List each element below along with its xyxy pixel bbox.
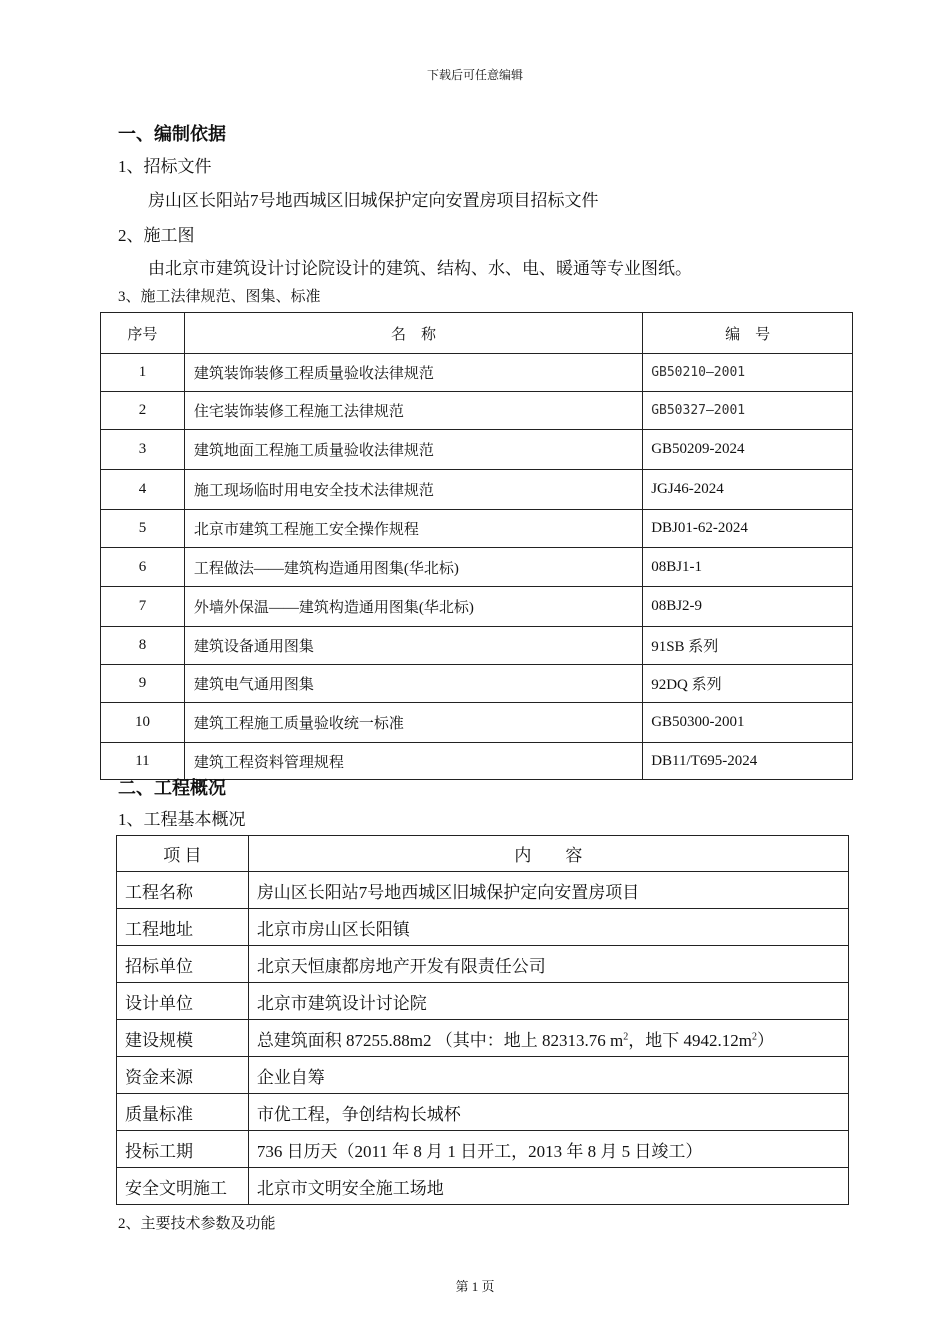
- row-no: 1: [101, 354, 185, 392]
- standards-header-row: [101, 313, 853, 354]
- overview-table: [116, 835, 849, 1205]
- row-no: 11: [101, 743, 185, 780]
- row-no: 5: [101, 510, 185, 548]
- row-name: 北京市建筑工程施工安全操作规程: [184, 510, 642, 548]
- table-row: [101, 470, 853, 510]
- row-content: 北京天恒康都房地产开发有限责任公司: [248, 946, 848, 983]
- table-row: [117, 946, 849, 983]
- table-row: [101, 354, 853, 392]
- table-row: [117, 1020, 849, 1057]
- header-note: 下载后可任意编辑: [426, 68, 523, 82]
- row-no: 3: [101, 430, 185, 470]
- table-row: [117, 1057, 849, 1094]
- row-item: 质量标准: [117, 1094, 249, 1131]
- row-content: 房山区长阳站7号地西城区旧城保护定向安置房项目: [248, 872, 848, 909]
- row-code: GB50209-2024: [643, 430, 853, 470]
- col-header-name: 名 称: [184, 313, 642, 354]
- subsection-overview: 1、工程基本概况: [118, 810, 246, 829]
- row-code: 92DQ 系列: [643, 665, 853, 703]
- subsection-drawings: 2、施工图: [118, 226, 195, 245]
- row-content: 736 日历天（2011 年 8 月 1 日开工，2013 年 8 月 5 日竣工）: [248, 1131, 848, 1168]
- subsection-tender-docs: 1、招标文件: [118, 157, 212, 176]
- row-content: [248, 1020, 848, 1057]
- row-no: 9: [101, 665, 185, 703]
- row-code: 91SB 系列: [643, 627, 853, 665]
- tender-docs-body: 房山区长阳站7号地西城区旧城保护定向安置房项目招标文件: [148, 191, 599, 210]
- subsection-tech-params: 2、主要技术参数及功能: [118, 1216, 276, 1232]
- superscript: 2: [752, 1030, 757, 1042]
- scale-text-a: 总建筑面积 87255.88m2 （其中：地上 82313.76 m: [256, 1030, 624, 1050]
- row-item: 安全文明施工: [117, 1168, 249, 1205]
- superscript: 2: [623, 1030, 629, 1042]
- row-name: 建筑工程施工质量验收统一标准: [184, 703, 642, 743]
- table-row: [117, 983, 849, 1020]
- row-no: 2: [101, 392, 185, 430]
- row-name: 外墙外保温——建筑构造通用图集(华北标): [184, 587, 642, 627]
- row-content: 企业自筹: [248, 1057, 848, 1094]
- row-name: 建筑电气通用图集: [184, 665, 642, 703]
- col-header-code: 编 号: [643, 313, 853, 354]
- table-row: [101, 392, 853, 430]
- row-code: DBJ01-62-2024: [643, 510, 853, 548]
- subsection-standards: 3、施工法律规范、图集、标准: [118, 289, 321, 305]
- row-no: 10: [101, 703, 185, 743]
- page-number: 第 1 页: [455, 1279, 495, 1294]
- row-item: 设计单位: [117, 983, 249, 1020]
- table-row: [117, 1168, 849, 1205]
- row-code: GB50300-2001: [643, 703, 853, 743]
- scale-text-b: ，地下 4942.12m: [628, 1030, 752, 1050]
- table-row: [101, 627, 853, 665]
- table-row: [101, 548, 853, 587]
- section-1-title: 一、编制依据: [118, 124, 226, 144]
- row-content: 北京市建筑设计讨论院: [248, 983, 848, 1020]
- standards-table: [100, 312, 853, 780]
- section-2-title: 二、工程概况: [118, 778, 226, 798]
- row-no: 8: [101, 627, 185, 665]
- table-row: [101, 510, 853, 548]
- row-no: 7: [101, 587, 185, 627]
- overview-header-row: [117, 836, 849, 872]
- row-item: 建设规模: [117, 1020, 249, 1057]
- row-item: 工程地址: [117, 909, 249, 946]
- row-name: 建筑设备通用图集: [184, 627, 642, 665]
- row-content: 北京市房山区长阳镇: [248, 909, 848, 946]
- row-name: 工程做法——建筑构造通用图集(华北标): [184, 548, 642, 587]
- row-code: GB50327—2001: [643, 392, 853, 430]
- row-name: 住宅装饰装修工程施工法律规范: [184, 392, 642, 430]
- row-item: 工程名称: [117, 872, 249, 909]
- row-item: 资金来源: [117, 1057, 249, 1094]
- col-header-item: 项 目: [117, 836, 249, 872]
- table-row: [117, 1094, 849, 1131]
- table-row: [117, 909, 849, 946]
- table-row: [101, 703, 853, 743]
- row-no: 6: [101, 548, 185, 587]
- row-code: GB50210—2001: [643, 354, 853, 392]
- row-name: 建筑地面工程施工质量验收法律规范: [184, 430, 642, 470]
- row-content: 北京市文明安全施工场地: [248, 1168, 848, 1205]
- row-code: DB11/T695-2024: [643, 743, 853, 780]
- row-item: 招标单位: [117, 946, 249, 983]
- row-name: 建筑工程资料管理规程: [184, 743, 642, 780]
- table-row: [117, 1131, 849, 1168]
- row-item: 投标工期: [117, 1131, 249, 1168]
- row-code: 08BJ1-1: [643, 548, 853, 587]
- row-name: 施工现场临时用电安全技术法律规范: [184, 470, 642, 510]
- table-row: [101, 665, 853, 703]
- row-no: 4: [101, 470, 185, 510]
- row-code: 08BJ2-9: [643, 587, 853, 627]
- col-header-no: 序号: [101, 313, 185, 354]
- row-content: 市优工程，争创结构长城杯: [248, 1094, 848, 1131]
- table-row: [101, 430, 853, 470]
- table-row: [101, 587, 853, 627]
- row-name: 建筑装饰装修工程质量验收法律规范: [184, 354, 642, 392]
- table-row: [117, 872, 849, 909]
- row-code: JGJ46-2024: [643, 470, 853, 510]
- col-header-content: 内 容: [248, 836, 848, 872]
- scale-text-c: ）: [757, 1030, 774, 1050]
- drawings-body: 由北京市建筑设计讨论院设计的建筑、结构、水、电、暖通等专业图纸。: [148, 259, 692, 278]
